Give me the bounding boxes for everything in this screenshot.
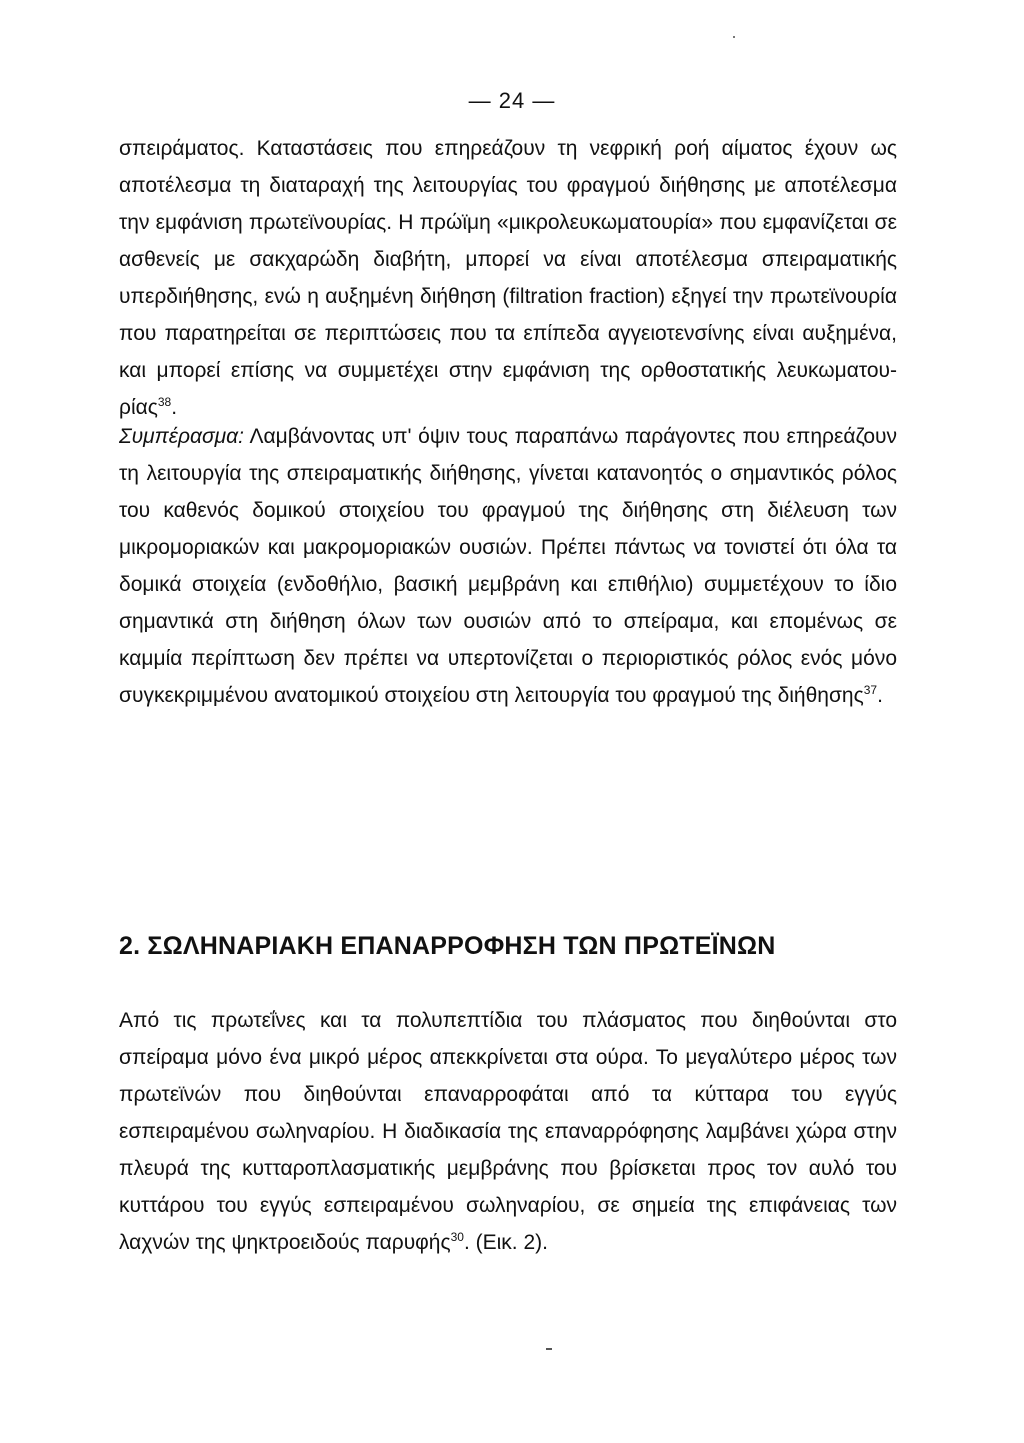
reference-superscript: 30	[450, 1230, 464, 1244]
paragraph-block-2	[119, 418, 897, 714]
scan-speck	[733, 36, 735, 38]
paragraph-end: .	[877, 684, 883, 707]
reference-superscript: 38	[157, 395, 172, 409]
reference-superscript: 37	[863, 683, 878, 697]
paragraph-end: .	[171, 396, 178, 419]
paragraph-conclusion	[119, 418, 897, 714]
paragraph-end: . (Εικ. 2).	[463, 1231, 548, 1254]
paragraph-text: Από τις πρωτεΐνες και τα πολυπεπτίδια του πλάσματος που διηθούνται στο σπείραμα μόνο ένα μικρό μέρος απεκκρίνεται στα ούρα. Το μεγαλύτερο μέρος των πρωτεϊνών που διηθούνται επαναρροφάται από τα κύτταρα του εγγύς εσπειραμένου σωληναρίου. Η διαδικασία της επαναρρόφησης λαμβάνει χώρα στην πλευρά της κυτταροπλασματικής μεμβράνης που βρίσκεται προς τον αυλό του κυττάρου του εγγύς εσπειραμένου σωληναρίου, σε σημεία της επιφάνειας των λαχνών της ψηκτροειδούς παρυφής	[119, 1009, 897, 1254]
conclusion-lead: Συμπέρασμα:	[119, 425, 244, 448]
paragraph-text: σπειράματος. Καταστάσεις που επηρεάζουν τη νεφρική ροή αίματος έχουν ως αποτέλεσμα τη διαταραχή της λειτουργίας του φραγμού διήθησης με αποτέλεσμα την εμφάνιση πρωτεϊνουρίας. Η πρώϊμη «μικρολευκωματουρία» που εμφανίζεται σε ασθενείς με σακχαρώδη διαβήτη, μπορεί να είναι αποτέλεσμα σπειραματικής υπερδιήθησης, ενώ η αυξημένη διήθηση (filtration fraction) εξηγεί την πρωτεϊνουρία που παρατηρείται σε περιπτώσεις που τα επίπεδα αγγειοτενσίνης είναι αυξημένα, και μπορεί επίσης να συμμετέχει στην εμφάνιση της ορθοστατικής λευκωματου-ρίας	[119, 137, 897, 419]
paragraph-block-3	[119, 1002, 897, 1261]
scan-mark	[546, 1348, 552, 1350]
section-heading: 2. ΣΩΛΗΝΑΡΙΑΚΗ ΕΠΑΝΑΡΡΟΦΗΣΗ ΤΩΝ ΠΡΩΤΕΪΝΩΝ	[119, 932, 776, 960]
paragraph-reabsorption	[119, 1002, 897, 1261]
paragraph-text: Λαμβάνοντας υπ' όψιν τους παραπάνω παράγοντες που επηρεάζουν τη λειτουργία της σπειραματικής διήθησης, γίνεται κατανοητός ο σημαντικός ρόλος του καθενός δομικού στοιχείου του φραγμού της διήθησης στη διέλευση των μικρομοριακών και μακρομοριακών ουσιών. Πρέπει πάντως να τονιστεί ότι όλα τα δομικά στοιχεία (ενδοθήλιο, βασική μεμβράνη και επιθήλιο) συμμετέχουν το ίδιο σημαντικά στη διήθηση όλων των ουσιών από το σπείραμα, και επομένως σε καμμία περίπτωση δεν πρέπει να υπερτονίζεται ο περιοριστικός ρόλος ενός μόνο συγκεκριμμένου ανατομικού στοιχείου στη λειτουργία του φραγμού της διήθησης	[119, 425, 897, 707]
page-number: — 24 —	[468, 88, 556, 113]
paragraph-renal-flow	[119, 130, 897, 426]
paragraph-block-1	[119, 130, 897, 426]
